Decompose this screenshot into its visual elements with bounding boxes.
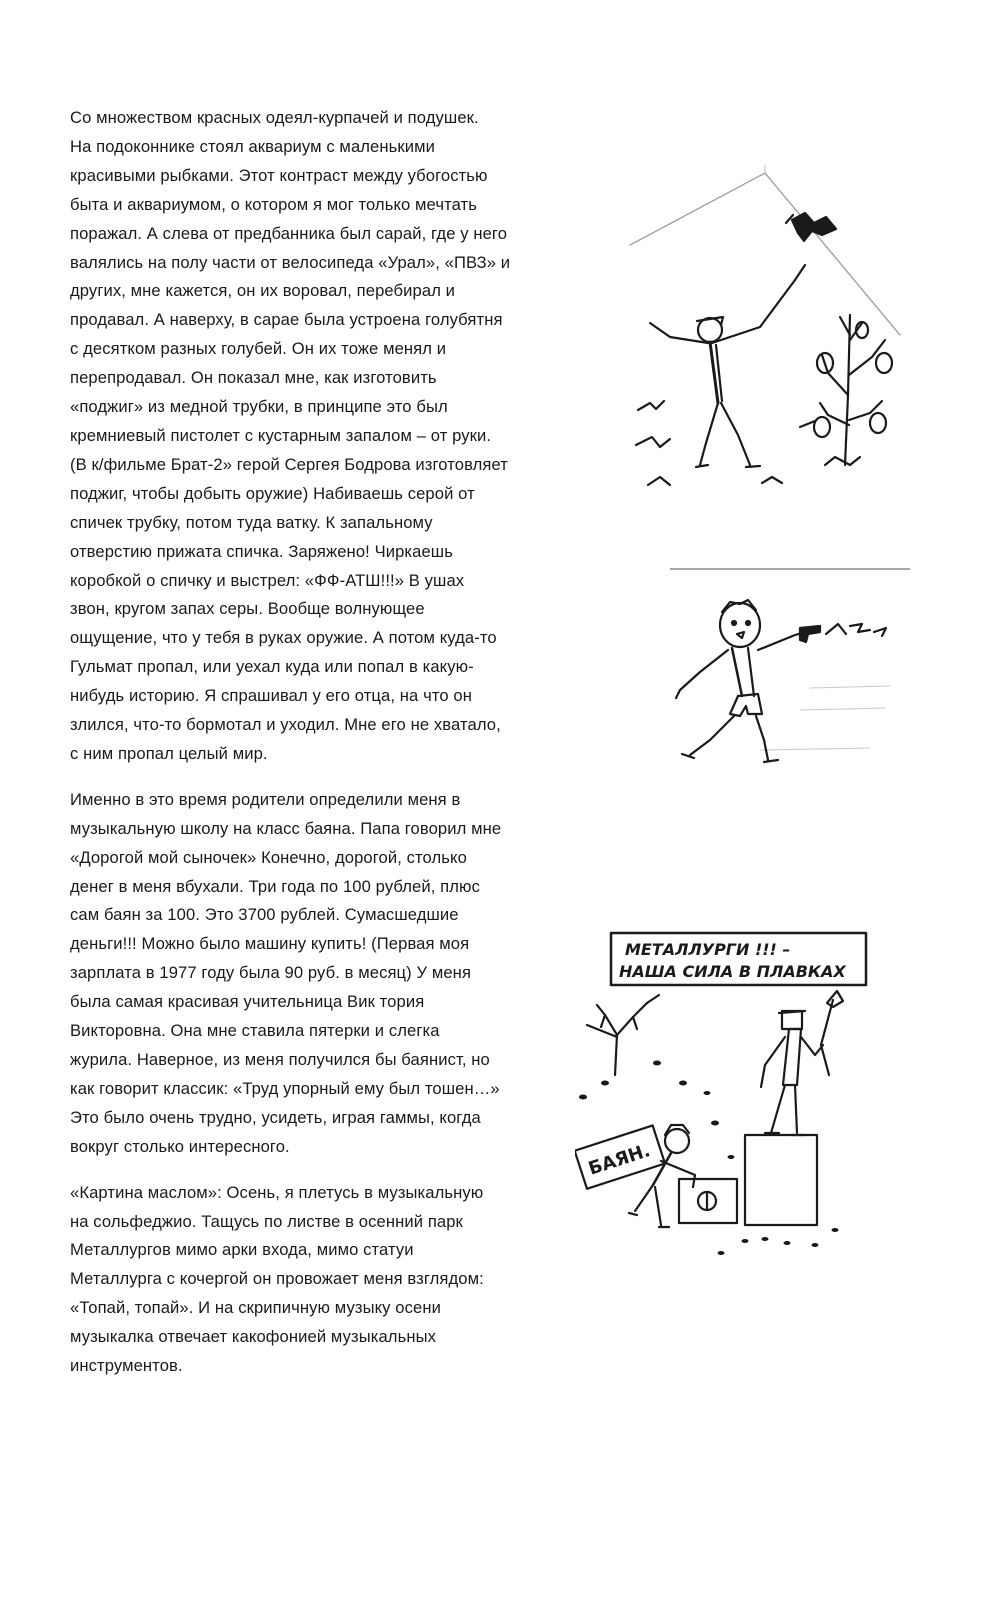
text-line: сам баян за 100. Это 3700 рублей. Сумасшедшие bbox=[70, 905, 459, 925]
illustration-pigeons bbox=[600, 165, 920, 505]
text-line: спичек трубку, потом туда ватку. К запальному bbox=[70, 512, 433, 532]
banner bbox=[611, 933, 866, 985]
banner-line-2: НАША СИЛА В ПЛАВКАХ bbox=[619, 962, 846, 981]
text-line: На подоконнике стоял аквариум с маленькими bbox=[70, 136, 436, 156]
text-line: отверстию прижата спичка. Заряжено! Чиркаешь bbox=[70, 541, 453, 561]
text-line: Это было очень трудно, усидеть, играя гаммы, когда bbox=[70, 1107, 481, 1127]
text-line: нибудь историю. Я спрашивал у его отца, на что он bbox=[70, 686, 472, 706]
body-text bbox=[70, 104, 570, 1398]
text-line: продавал. А наверху, в сарае была устроена голубятня bbox=[70, 310, 503, 330]
text-line: Металлургов мимо арки входа, мимо статуи bbox=[70, 1240, 414, 1260]
metallurgist-statue bbox=[761, 991, 843, 1135]
text-line: музыкальную школу на класс баяна. Папа говорил мне bbox=[70, 818, 502, 838]
text-line: деньги!!! Можно было машину купить! (Первая моя bbox=[70, 934, 470, 954]
text-line: инструментов. bbox=[70, 1356, 183, 1376]
paragraph-1 bbox=[70, 104, 570, 769]
paragraph-3 bbox=[70, 1179, 570, 1381]
text-line: Со множеством красных одеял-курпачей и подушек. bbox=[70, 108, 479, 127]
text-line: красивыми рыбками. Этот контраст между убогостью bbox=[70, 165, 488, 185]
text-line: с ним пропал целый мир. bbox=[70, 743, 268, 763]
divider bbox=[670, 566, 910, 572]
text-line: поджиг, чтобы добыть оружие) Набиваешь серой от bbox=[70, 483, 475, 503]
text-line: была самая красивая учительница Вик тория bbox=[70, 992, 425, 1012]
bleed-through-marks bbox=[760, 686, 890, 750]
text-line: музыкалка отвечает какофонией музыкальных bbox=[70, 1327, 437, 1347]
roof-line bbox=[630, 173, 900, 335]
pedestal bbox=[745, 1135, 817, 1225]
text-line: злился, что-то бормотал и уходил. Мне его не хватало, bbox=[70, 715, 501, 735]
pistol-icon bbox=[800, 626, 820, 642]
text-line: (В к/фильме Брат-2» герой Сергея Бодрова изготовляет bbox=[70, 454, 508, 474]
text-line: «поджиг» из медной трубки, в принципе это был bbox=[70, 397, 448, 417]
illustration-shooter bbox=[650, 590, 910, 790]
pigeon-icon bbox=[786, 213, 836, 241]
text-line: Металлурга с кочергой он провожает меня взглядом: bbox=[70, 1269, 484, 1289]
text-line: быта и аквариумом, о котором я мог только мечтать bbox=[70, 194, 477, 214]
text-line: «Дорогой мой сыночек» Конечно, дорогой, столько bbox=[70, 847, 467, 867]
text-line: Викторовна. Она мне ставила пятерки и слегка bbox=[70, 1021, 440, 1041]
text-line: на сольфеджио. Тащусь по листве в осенний парк bbox=[70, 1211, 463, 1231]
text-line: зарплата в 1977 году была 90 руб. в месяц) У меня bbox=[70, 963, 472, 983]
text-line: журила. Наверное, из меня получился бы баянист, но bbox=[70, 1050, 490, 1069]
text-line: других, мне кажется, он их воровал, перебирал и bbox=[70, 281, 456, 301]
boy-with-bayan bbox=[575, 1125, 737, 1227]
tree-with-fruit bbox=[814, 315, 892, 465]
text-line: Гульмат пропал, или уехал куда или попал в какую- bbox=[70, 657, 474, 677]
text-line: коробкой о спичку и выстрел: «ФФ-АТШ!!!» В ушах bbox=[70, 570, 465, 590]
text-line: перепродавал. Он показал мне, как изготовить bbox=[70, 368, 437, 388]
text-line: ощущение, что у тебя в руках оружие. А потом куда-то bbox=[70, 628, 497, 648]
text-line: «Картина маслом»: Осень, я плетусь в музыкальную bbox=[70, 1182, 484, 1202]
text-line: вокруг столько интересного. bbox=[70, 1136, 290, 1156]
text-line: Именно в это время родители определили меня в bbox=[70, 789, 461, 809]
text-line: кремниевый пистолет с кустарным запалом – от руки. bbox=[70, 425, 492, 445]
text-line: валялись на полу части от велосипеда «Урал», «ПВЗ» и bbox=[70, 252, 511, 272]
banner-line-1: МЕТАЛЛУРГИ !!! – bbox=[625, 940, 791, 959]
text-line: поражал. А слева от предбанника был сарай, где у него bbox=[70, 223, 508, 243]
text-line: звон, кругом запах серы. Вообще волнующее bbox=[70, 599, 425, 619]
text-line: как говорит классик: «Труд упорный ему был тошен…» bbox=[70, 1078, 500, 1098]
text-line: «Топай, топай». И на скрипичную музыку осени bbox=[70, 1298, 441, 1318]
paragraph-2 bbox=[70, 786, 570, 1162]
bayan-label: БАЯН. bbox=[585, 1140, 653, 1180]
illustration-metallurgist bbox=[575, 925, 875, 1265]
man-head bbox=[698, 318, 722, 342]
autumn-tree bbox=[587, 995, 659, 1075]
text-line: с десятком разных голубей. Он их тоже менял и bbox=[70, 339, 447, 359]
text-line: денег в меня вбухали. Три года по 100 рублей, плюс bbox=[70, 876, 480, 896]
boy-head bbox=[720, 603, 760, 647]
